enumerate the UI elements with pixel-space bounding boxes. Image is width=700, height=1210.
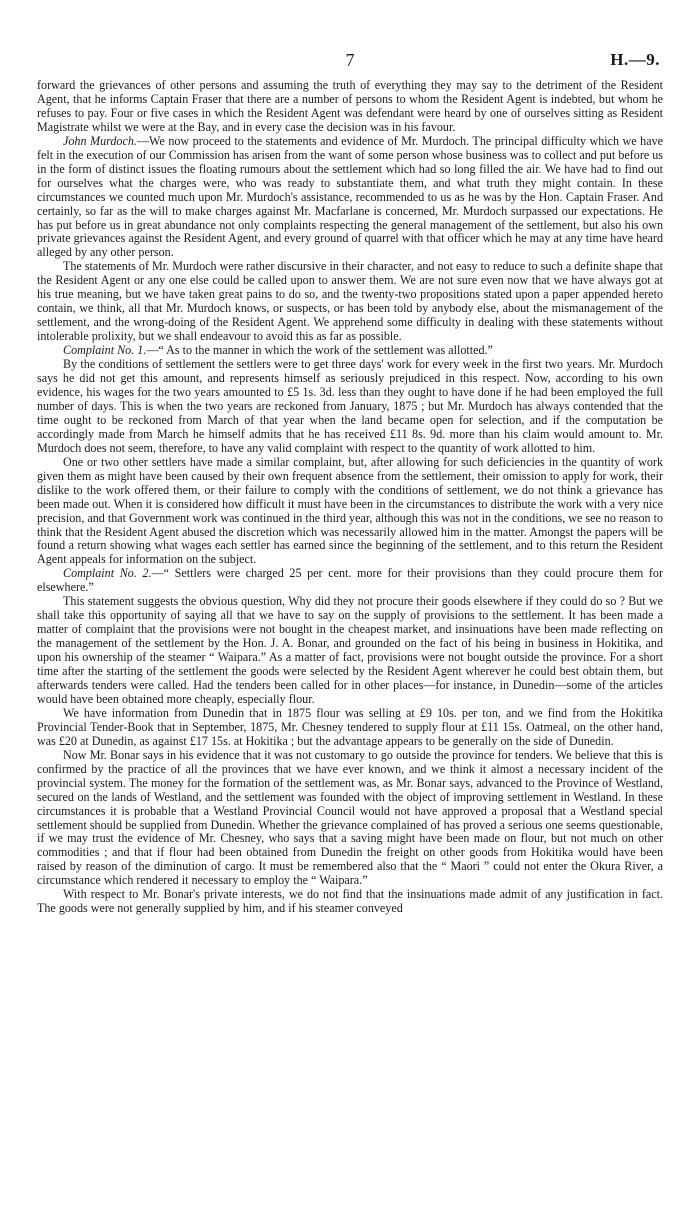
paragraph [37, 135, 663, 261]
paragraph [37, 888, 663, 916]
page-header [40, 50, 660, 74]
paragraph-text: Now Mr. Bonar says in his evidence that it was not customary to go outside the province for tenders. We believe that this is confirmed by the practice of all the provinces that we have ever known, and we think it almost a necessary incident of the provincial system. The money for the formation of the settlement was, as Mr. Bonar says, advanced to the Province of Westland, secured on the lands of Westland, and the settlement was founded with the object of improving settlement in Westland. In these circumstances it is probable that a Westland Provincial Council would not have approved a proposal that a Westland special settlement should be supplied from Dunedin. Whether the grievance complained of has proved a serious one seems questionable, if we may trust the evidence of Mr. Chesney, who says that a saving might have been made on flour, but not much on other commodities ; and that if flour had been obtained from Dunedin the freight on other goods from Hokitika would have been raised by reason of the diminution of cargo. It must be remembered also that the “ Maori ” could not enter the Okura River, a circumstance which rendered it necessary to employ the “ Waipara.” [37, 747, 663, 888]
paragraph [37, 358, 663, 456]
complaint-heading: Complaint No. 2. [63, 566, 152, 581]
paragraph [37, 456, 663, 568]
paragraph-text: We have information from Dunedin that in 1875 flour was selling at £9 10s. per ton, and we find from the Hokitika Provincial Tender-Book that in September, 1875, Mr. Chesney tendered to supply flour at £11 15s. Oatmeal, on the other hand, was £20 at Dunedin, as against £17 15s. at Hokitika ; but the advantage appears to be generally on the side of Dunedin. [37, 705, 663, 748]
paragraph-text: With respect to Mr. Bonar's private interests, we do not find that the insinuations made admit of any justification in fact. The goods were not generally supplied by him, and if his steamer conveyed [37, 887, 663, 916]
complaint-heading: Complaint No. 1. [63, 343, 147, 358]
paragraph-text: —We now proceed to the statements and evidence of Mr. Murdoch. The principal difficulty which we have felt in the execution of our Commission has arisen from the want of some person whose business was to collect and put before us in the form of distinct issues the floating rumours about the settlement which had so long filled the air. We have had to find out for ourselves what the charges were, who was ready to substantiate them, and what truth they might contain. In these circumstances we counted much upon Mr. Murdoch's assistance, recommended to us as he was by the Hon. Captain Fraser. And certainly, so far as the will to make charges against Mr. Macfarlane is concerned, Mr. Murdoch surpassed our expectations. He has put before us in great abundance not only complaints respecting the general management of the settlement, but also his own private grievances against the Resident Agent, and every ground of quarrel with that officer which he may at any time have heard alleged by any other person. [37, 133, 663, 260]
page-number: 7 [345, 50, 355, 70]
paragraph [37, 260, 663, 344]
paragraph-text: forward the grievances of other persons and assuming the truth of everything they may say to the detriment of the Resident Agent, that he informs Captain Fraser that there are a number of persons to whom the Resident Agent is indebted, but whom he refuses to pay. Four or five cases in which the Resident Agent was defendant were heard by one of ourselves sitting as Resident Magistrate whilst we were at the Bay, and in every case the decision was in his favour. [37, 78, 663, 134]
section-lead: John Murdoch. [63, 133, 137, 148]
paragraph [37, 79, 663, 135]
paragraph-text: One or two other settlers have made a similar complaint, but, after allowing for such deficiencies in the quantity of work given them as might have been caused by their own frequent absence from the settlement, their omission to apply for work, their dislike to the work offered them, or their failure to comply with the conditions of settlement, we do not think a grievance has been made out. When it is considered how difficult it must have been in the circumstances to distribute the work with a very nice precision, and that Government work was continued in the third year, although this was not in the conditions, we see no reason to think that the Resident Agent abused the discretion which was necessarily allowed him in the matter. Amongst the papers will be found a return showing what wages each settler has earned since the beginning of the settlement, and to this return the Resident Agent appeals for information on the subject. [37, 454, 663, 567]
paragraph-text: —“ Settlers were charged 25 per cent. more for their provisions than they could procure them for elsewhere.” [37, 566, 663, 595]
paragraph-text: This statement suggests the obvious question, Why did they not procure their goods elsewhere if they could do so ? But we shall take this opportunity of saying all that we have to say on the supply of provisions to the settlement. It has been made a matter of complaint that the provisions were not bought in the cheapest market, and insinuations have been made reflecting on the management of the settlement by the Hon. J. A. Bonar, and grounded on the fact of his being in business in Hokitika, and upon his ownership of the steamer “ Waipara.” As a matter of fact, provisions were not bought outside the province. For a short time after the starting of the settlement the goods were selected by the Resident Agent wherever he could best obtain them, but afterwards tenders were called. Had the tenders been called for in other places—for instance, in Dunedin—some of the articles would have been obtained more cheaply, especially flour. [37, 594, 663, 706]
paragraph-text: The statements of Mr. Murdoch were rather discursive in their character, and not easy to reduce to such a definite shape that the Resident Agent or any one else could be called upon to answer them. We are not sure even now that we have always got at his true meaning, but we have taken great pains to do so, and the twenty-two propositions stated upon a paper appended hereto contain, we think, all that Mr. Murdoch knows, or suspects, or has been told by anybody else, about the mismanagement of the settlement, and the wrong-doing of the Resident Agent. We apprehend some difficulty in dealing with these statements without intolerable prolixity, but we shall endeavour to avoid this as far as possible. [37, 259, 663, 344]
paragraph [37, 344, 663, 358]
paragraph [37, 595, 663, 707]
paragraph [37, 707, 663, 749]
paragraph [37, 749, 663, 889]
paragraph-text: By the conditions of settlement the settlers were to get three days' work for every week in the first two years. Mr. Murdoch says he did not get this amount, and represents himself as seriously prejudiced in this respect. Now, according to his own evidence, his wages for the two years amounted to £5 1s. 3d. less than they ought to have done if he had been employed the full number of days. This is when the two years are reckoned from January, 1875 ; but Mr. Murdoch has always contended that the time ought to be reckoned from March of that year when the land became open for selection, and if the computation be accordingly made from March he himself admits that he has received £11 8s. 9d. more than his claim would amount to. Mr. Murdoch does not seem, therefore, to have any valid complaint with respect to the quantity of work allotted to him. [37, 357, 663, 455]
paragraph-text: —“ As to the manner in which the work of the settlement was allotted.” [146, 343, 493, 358]
page-reference: H.—9. [610, 50, 660, 69]
paragraph [37, 567, 663, 595]
document-body [37, 79, 663, 916]
